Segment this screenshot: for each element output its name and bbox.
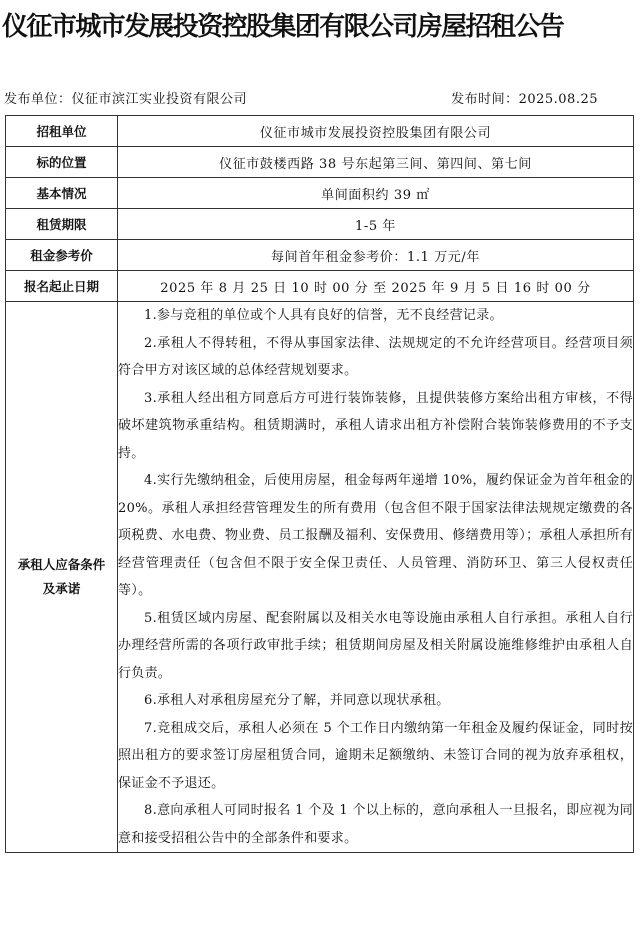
condition-item-6: 6.承租人对承租房屋充分了解，并同意以现状承租。 [144, 693, 450, 708]
conditions-body [118, 302, 634, 853]
row-value-location: 仪征市鼓楼西路 38 号东起第三间、第四间、第七间 [118, 147, 634, 178]
condition-item-7: 7.竞租成交后，承租人必须在 5 个工作日内缴纳第一年租金及履约保证金，同时按照出租方的要求签订房屋租赁合同，逾期未足额缴纳、未签订合同的视为放弃承租权，保证金不予退还。 [118, 720, 633, 791]
row-label-registration-period: 报名起止日期 [6, 271, 118, 302]
row-label-reference-rent: 租金参考价 [6, 240, 118, 271]
table-row [6, 271, 634, 302]
publisher: 发布单位：仪征市滨江实业投资有限公司 [4, 92, 248, 107]
row-label-location: 标的位置 [6, 147, 118, 178]
row-value-basic-info: 单间面积约 39 ㎡ [118, 178, 634, 209]
page-title: 仪征市城市发展投资控股集团有限公司房屋招租公告 [2, 12, 564, 42]
info-table [5, 115, 634, 853]
row-value-tenant-unit: 仪征市城市发展投资控股集团有限公司 [118, 116, 634, 147]
table-row [6, 178, 634, 209]
row-value-reference-rent: 每间首年租金参考价：1.1 万元/年 [118, 240, 634, 271]
conditions-label-line1: 承租人应备条件 [17, 557, 106, 572]
row-label-lease-term: 租赁期限 [6, 209, 118, 240]
publish-time: 发布时间：2025.08.25 [451, 92, 598, 107]
table-row [6, 209, 634, 240]
condition-item-3: 3.承租人经出租方同意后方可进行装饰装修，且提供装修方案给出租方审核，不得破坏建筑物承重结构。租赁期满时，承租人请求出租方补偿附合装饰装修费用的不予支持。 [118, 390, 633, 461]
condition-item-1: 1.参与竞租的单位或个人具有良好的信誉，无不良经营记录。 [144, 308, 503, 323]
row-value-registration-period: 2025 年 8 月 25 日 10 时 00 分 至 2025 年 9 月 5 日 16 时 00 分 [118, 271, 634, 302]
conditions-label [6, 302, 118, 853]
conditions-label-line2: 及承诺 [42, 581, 81, 596]
condition-item-8: 8.意向承租人可同时报名 1 个及 1 个以上标的，意向承租人一旦报名，即应视为同意和接受招租公告中的全部条件和要求。 [118, 803, 633, 846]
row-value-lease-term: 1-5 年 [118, 209, 634, 240]
table-row [6, 116, 634, 147]
table-row [6, 240, 634, 271]
condition-item-5: 5.租赁区域内房屋、配套附属以及相关水电等设施由承租人自行承担。承租人自行办理经营所需的各项行政审批手续；租赁期间房屋及相关附属设施维修维护由承租人自行负责。 [118, 610, 633, 681]
condition-item-4: 4.实行先缴纳租金，后使用房屋，租金每两年递增 10%，履约保证金为首年租金的 20%。承租人承担经营管理发生的所有费用（包含但不限于国家法律法规规定缴费的各项税费、水电费、物业费、员工报酬及福利、安保费用、修缮费用等）；承租人承担所有经营管理责任（包含但不限于安全保卫责任、人员管理、消防环卫、第三人侵权责任等）。 [118, 473, 633, 598]
table-row [6, 147, 634, 178]
row-label-basic-info: 基本情况 [6, 178, 118, 209]
row-label-tenant-unit: 招租单位 [6, 116, 118, 147]
condition-item-2: 2.承租人不得转租，不得从事国家法律、法规规定的不允许经营项目。经营项目须符合甲方对该区域的总体经营规划要求。 [118, 335, 633, 378]
table-row-conditions [6, 302, 634, 853]
